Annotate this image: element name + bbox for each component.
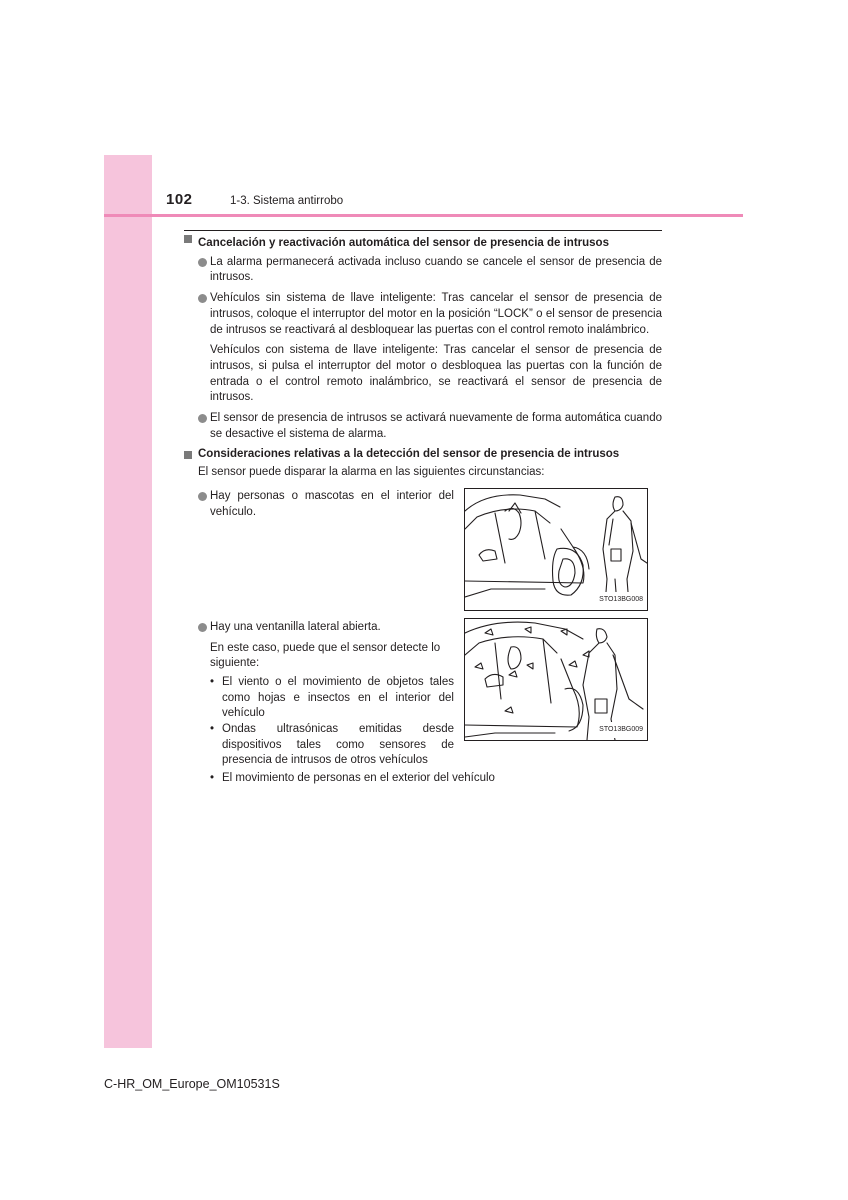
circle-bullet-icon <box>198 492 207 501</box>
bullet-item <box>184 411 662 442</box>
bullet-item <box>184 620 454 636</box>
dash-list-item <box>184 771 662 787</box>
bullet-item <box>184 489 454 520</box>
header-rule <box>104 214 743 217</box>
illustration-open-window <box>464 618 648 741</box>
section-heading-text: Cancelación y reactivación automática del sensor de presencia de intrusos <box>198 237 609 249</box>
section-breadcrumb: 1-3. Sistema antirrobo <box>230 195 344 207</box>
illustration-dog-in-car <box>464 488 648 611</box>
bullet-text: El sensor de presencia de intrusos se activará nuevamente de forma automática cuando se desactive el sistema de alarma. <box>210 412 662 440</box>
item-with-figure-1 <box>184 489 662 620</box>
figure-code: STO13BG008 <box>598 592 644 608</box>
bullet-continuation: Vehículos con sistema de llave inteligente: Tras cancelar el sensor de presencia de intrusos, si pulsa el interruptor del motor o desbloquea las puertas con la función de entrada o el control remoto inalámbrico, se reactivará el sensor de presencia de intrusos. <box>210 344 662 404</box>
sub-paragraph: En este caso, puede que el sensor detecte lo siguiente: <box>210 641 441 670</box>
dash-marker: • <box>210 772 215 785</box>
square-bullet-icon <box>184 235 192 243</box>
dash-marker: • <box>210 723 215 736</box>
page-content <box>184 230 662 787</box>
dash-list-item <box>184 722 454 769</box>
dash-list-item <box>184 675 454 722</box>
section-heading-cancelacion <box>184 230 662 252</box>
dash-text: Ondas ultrasónicas emitidas desde dispositivos tales como sensores de presencia de intrusos de otros vehículos <box>222 723 454 767</box>
dash-text: El viento o el movimiento de objetos tales como hojas e insectos en el interior del vehículo <box>222 675 454 720</box>
section-intro: El sensor puede disparar la alarma en las siguientes circunstancias: <box>198 466 545 479</box>
dash-marker: • <box>210 675 215 688</box>
section-heading-consideraciones <box>184 447 662 463</box>
circle-bullet-icon <box>198 414 207 423</box>
bullet-text: Hay una ventanilla lateral abierta. <box>210 620 381 633</box>
circle-bullet-icon <box>198 623 207 632</box>
dash-text: El movimiento de personas en el exterior del vehículo <box>222 772 495 785</box>
bullet-item <box>184 255 662 286</box>
item-with-figure-2 <box>184 620 662 787</box>
chapter-side-tab <box>104 155 152 1048</box>
bullet-text: Vehículos sin sistema de llave inteligente: Tras cancelar el sensor de presencia de intrusos, coloque el interruptor del motor en la posición “LOCK” o el sensor de presencia de intrusos se reactivará al desbloquear las puertas con el control remoto inalámbrico. <box>210 292 662 336</box>
circle-bullet-icon <box>198 258 207 267</box>
bullet-item <box>184 291 662 338</box>
document-code: C-HR_OM_Europe_OM10531S <box>104 1077 280 1091</box>
section-heading-text: Consideraciones relativas a la detección del sensor de presencia de intrusos <box>198 448 620 461</box>
bullet-text: Hay personas o mascotas en el interior del vehículo. <box>210 489 454 518</box>
figure-code: STO13BG009 <box>598 722 644 738</box>
bullet-text: La alarma permanecerá activada incluso cuando se cancele el sensor de presencia de intrusos. <box>210 255 662 284</box>
square-bullet-icon <box>184 451 192 459</box>
page-number: 102 <box>166 191 193 208</box>
circle-bullet-icon <box>198 294 207 303</box>
